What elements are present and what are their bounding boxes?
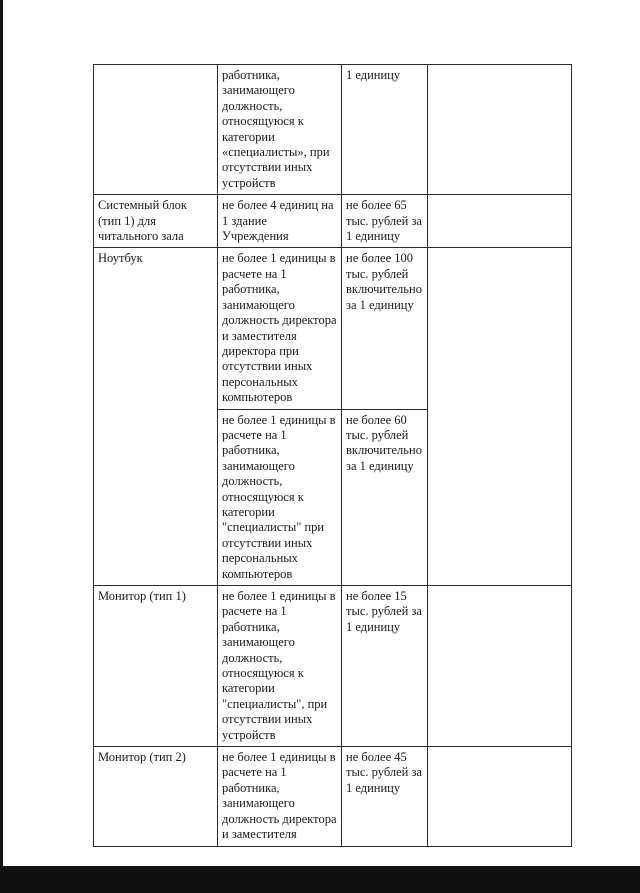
quantity-cell: не более 1 единицы в расчете на 1 работника, занимающего должность, относящуюся к категории "специалисты" при отсутствии иных персональных компьютеров bbox=[218, 409, 342, 585]
table-row bbox=[94, 747, 572, 846]
item-name-cell: Монитор (тип 1) bbox=[94, 586, 218, 747]
note-cell bbox=[428, 747, 572, 846]
table-row bbox=[94, 195, 572, 248]
scan-bottom-bar bbox=[0, 866, 640, 893]
item-name-cell: Ноутбук bbox=[94, 248, 218, 586]
price-cell: не более 60 тыс. рублей включительно за 1 единицу bbox=[342, 409, 428, 585]
price-cell: 1 единицу bbox=[342, 65, 428, 195]
quantity-cell: работника, занимающего должность, относящуюся к категории «специалисты», при отсутствии иных устройств bbox=[218, 65, 342, 195]
price-cell: не более 100 тыс. рублей включительно за 1 единицу bbox=[342, 248, 428, 409]
table-row bbox=[94, 586, 572, 747]
quantity-cell: не более 4 единиц на 1 здание Учреждения bbox=[218, 195, 342, 248]
scan-edge-mark bbox=[0, 0, 3, 893]
price-cell: не более 45 тыс. рублей за 1 единицу bbox=[342, 747, 428, 846]
price-cell: не более 15 тыс. рублей за 1 единицу bbox=[342, 586, 428, 747]
note-cell bbox=[428, 195, 572, 248]
equipment-norms-table bbox=[93, 64, 572, 847]
note-cell bbox=[428, 248, 572, 586]
quantity-cell: не более 1 единицы в расчете на 1 работника, занимающего должность директора и заместителя bbox=[218, 747, 342, 846]
item-name-cell: Монитор (тип 2) bbox=[94, 747, 218, 846]
price-cell: не более 65 тыс. рублей за 1 единицу bbox=[342, 195, 428, 248]
note-cell bbox=[428, 65, 572, 195]
quantity-cell: не более 1 единицы в расчете на 1 работника, занимающего должность директора и заместителя директора при отсутствии иных персональных компьютеров bbox=[218, 248, 342, 409]
table-row bbox=[94, 65, 572, 195]
item-name-cell bbox=[94, 65, 218, 195]
item-name-cell: Системный блок (тип 1) для читального зала bbox=[94, 195, 218, 248]
table-row bbox=[94, 248, 572, 409]
note-cell bbox=[428, 586, 572, 747]
quantity-cell: не более 1 единицы в расчете на 1 работника, занимающего должность, относящуюся к категории "специалисты", при отсутствии иных устройств bbox=[218, 586, 342, 747]
